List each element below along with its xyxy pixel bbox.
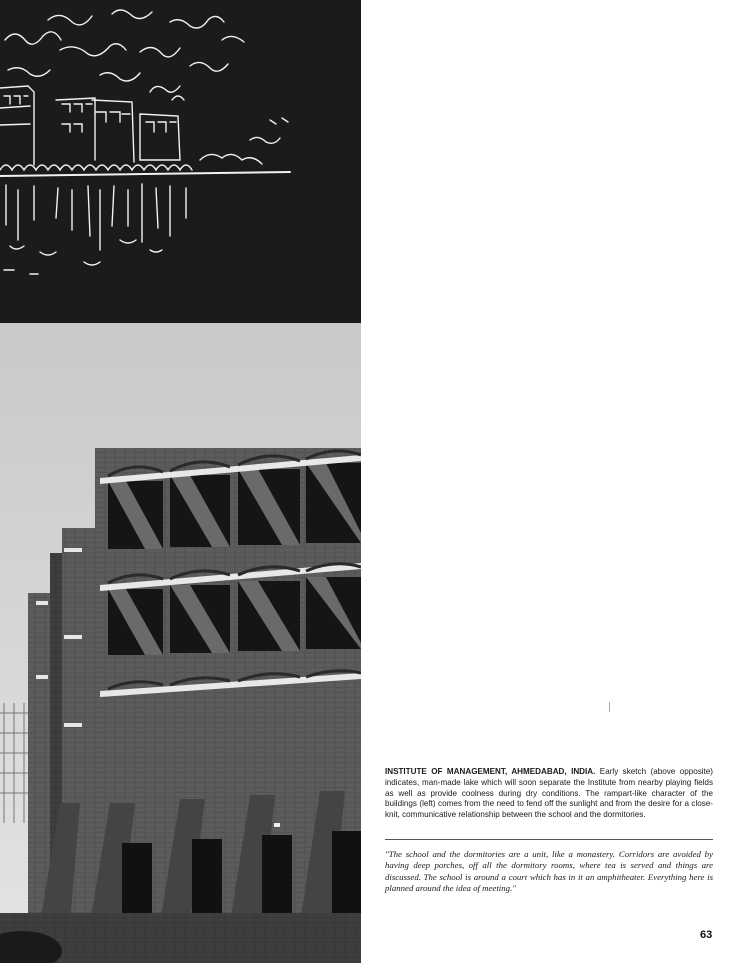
caption-lead: INSTITUTE OF MANAGEMENT, AHMEDABAD, INDIA. xyxy=(385,767,600,776)
early-sketch-image xyxy=(0,0,361,323)
pull-quote: "The school and the dormitories are a unit, like a monastery. Corridors are avoided by having deep porches, off all the dormitory rooms, where tea is served and things are discussed. The school is around a court which has in it an amphitheater. Everything here is planned around the idea of meeting." xyxy=(385,849,713,894)
building-drawing xyxy=(0,323,361,963)
dormitory-building-photo xyxy=(0,323,361,963)
divider-rule xyxy=(385,839,713,840)
page-number: 63 xyxy=(700,929,713,941)
sketch-drawing xyxy=(0,0,361,323)
tick-mark xyxy=(609,702,610,712)
caption-body: Early sketch (above opposite) indicates, man-made lake which will soon separate the Institute from nearby playing fields as well as provide coolness during dry conditions. The rampart-like character of the buildings (left) comes from the need to fend off the sunlight and from the desire for a close-knit, communicative relationship between the school and the dormitories. xyxy=(385,767,713,820)
photo-caption xyxy=(385,767,713,821)
